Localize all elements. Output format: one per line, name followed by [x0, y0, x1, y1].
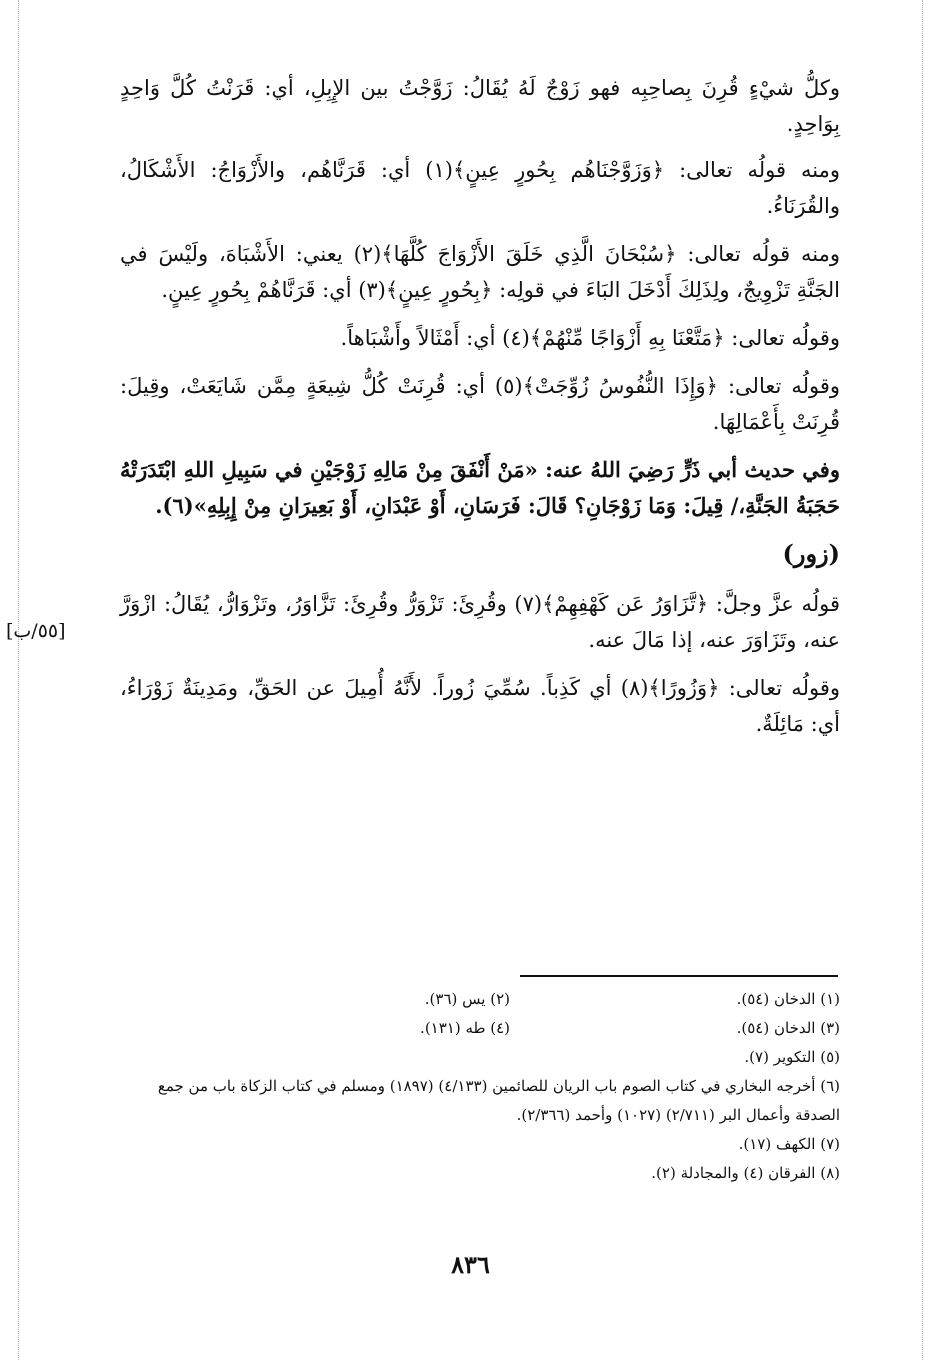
footnotes: [120, 985, 840, 1188]
left-margin-dotted-line: [18, 0, 19, 1360]
paragraph-8: وقولُه تعالى: ﴿وَزُورًا﴾(٨) أي كَذِباً. سُمِّيَ زُوراً. لأَنَّهُ أُمِيلَ عن الحَقِّ، ومَدِينَةٌ زَوْرَاءُ، أي: مَائِلَةٌ.: [120, 676, 840, 736]
footnote-divider: [520, 975, 838, 977]
footnote-row: [120, 1014, 840, 1043]
paragraph-1: وكلُّ شيْءٍ قُرِنَ بِصاحِبِه فهو زَوْجٌ لَهُ يُقَالُ: زَوَّجْتُ بين الإِبِلِ، أي: قَرَنْتُ كُلَّ وَاحِدٍ بِوَاحِدٍ.: [120, 76, 840, 136]
folio-margin-note: [٥٥/ب]: [6, 620, 66, 642]
footnote-8: (٨) الفرقان (٤) والمجادلة (٢).: [651, 1164, 840, 1182]
paragraph-3: ومنه قولُه تعالى: ﴿سُبْحَانَ الَّذِي خَلَقَ الأَزْوَاجَ كُلَّهَا﴾(٢) يعني: الأَشْبَاهَ، ولَيْسَ في الجَنَّةِ تَزْوِيجٌ، ولِذَلِكَ أَدْخَلَ البَاءَ في قولِه: ﴿بِحُورٍ عِينٍ﴾(٣) أي: قَرَنَّاهُمْ بِحُورٍ عِينٍ.: [120, 242, 840, 302]
footnote-3: (٣) الدخان (٥٤).: [736, 1019, 840, 1037]
section-heading: (زور): [782, 539, 840, 568]
footnote-row: [120, 985, 840, 1014]
right-margin-dotted-line: [922, 0, 923, 1360]
footnote-5: (٥) التكوير (٧).: [744, 1048, 840, 1066]
paragraph-5: وقولُه تعالى: ﴿وَإِذَا النُّفُوسُ زُوِّجَتْ﴾(٥) أي: قُرِنَتْ كُلُّ شِيعَةٍ مِمَّن شَايَعَتْ، وقِيلَ: قُرِنَتْ بِأَعْمَالِهَا.: [120, 374, 841, 434]
paragraph-7: قولُه عزَّ وجلَّ: ﴿تَّزَاوَرُ عَن كَهْفِهِمْ﴾(٧) وقُرِئَ: تَزْوَرُّ وقُرِئَ: تَزَّاوَرُ، وتَزْوَارُّ، يُقَالُ: ازْوَرَّ عنه، وتَزَاوَرَ عنه، إذا مَالَ عنه.: [120, 592, 840, 652]
paragraph-2: ومنه قولُه تعالى: ﴿وَزَوَّجْنَاهُم بِحُورٍ عِينٍ﴾(١) أي: قَرَنَّاهُم، والأَزْوَاجُ: الأَشْكَالُ، والقُرَنَاءُ.: [120, 158, 841, 218]
page-number: ٨٣٦: [451, 1250, 490, 1279]
main-text: [120, 70, 840, 754]
footnote-6: (٦) أخرجه البخاري في كتاب الصوم باب الريان للصائمين (٤/١٣٣) (١٨٩٧) ومسلم في كتاب الزكاة باب من جمع الصدقة وأعمال البر (٢/٧١١) (١٠٢٧) وأحمد (٢/٣٦٦).: [157, 1077, 840, 1124]
footnote-1: (١) الدخان (٥٤).: [736, 990, 840, 1008]
footnote-4: (٤) طه (١٣١).: [420, 1019, 510, 1037]
footnote-7: (٧) الكهف (١٧).: [738, 1135, 840, 1153]
footnote-2: (٢) يس (٣٦).: [424, 990, 510, 1008]
paragraph-4: وقولُه تعالى: ﴿مَتَّعْنَا بِهِ أَزْوَاجًا مِّنْهُمْ﴾(٤) أي: أَمْثَالاً وأَشْبَاهاً.: [340, 326, 840, 350]
hadith-paragraph: وفي حديث أبي ذَرٍّ رَضِيَ اللهُ عنه: «مَنْ أَنْفَقَ مِنْ مَالِهِ زَوْجَيْنِ في سَبِيلِ اللهِ ابْتَدَرَتْهُ حَجَبَةُ الجَنَّةِ،/ قِيلَ: وَمَا زَوْجَانِ؟ قَالَ: فَرَسَانِ، أَوْ عَبْدَانِ، أَوْ بَعِيرَانِ مِنْ إِبِلِهِ»(٦).: [120, 457, 840, 518]
